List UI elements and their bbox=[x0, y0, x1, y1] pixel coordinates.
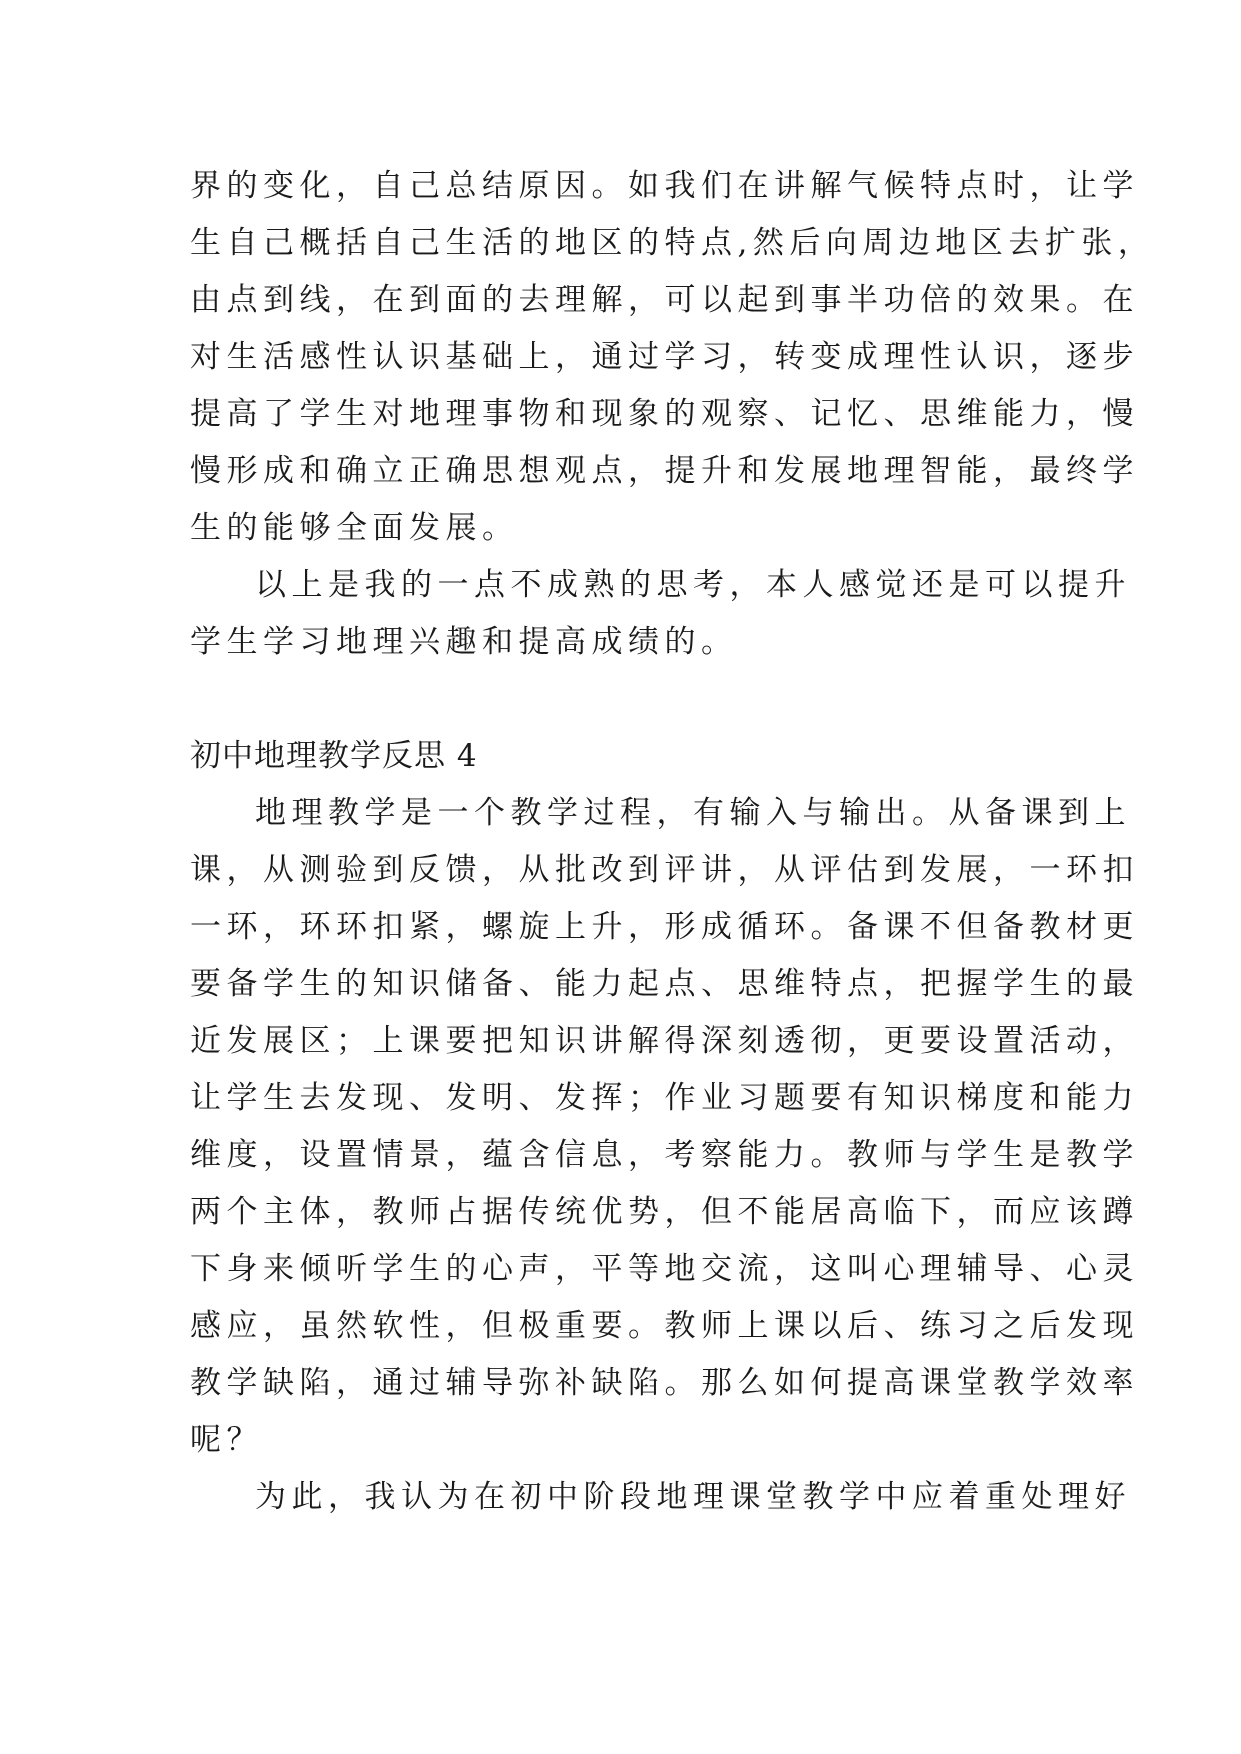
paragraph-line: 学生学习地理兴趣和提高成绩的。 bbox=[190, 624, 738, 660]
paragraph-line: 要备学生的知识储备、能力起点、思维特点，把握学生的最 bbox=[190, 966, 1139, 1002]
paragraph-line: 提高了学生对地理事物和现象的观察、记忆、思维能力，慢 bbox=[190, 396, 1139, 432]
paragraph-line: 下身来倾听学生的心声，平等地交流，这叫心理辅导、心灵 bbox=[190, 1251, 1139, 1287]
paragraph-line: 近发展区；上课要把知识讲解得深刻透彻，更要设置活动， bbox=[190, 1023, 1139, 1059]
paragraph-line: 两个主体，教师占据传统优势，但不能居高临下，而应该蹲 bbox=[190, 1194, 1139, 1230]
paragraph-line: 感应，虽然软性，但极重要。教师上课以后、练习之后发现 bbox=[190, 1308, 1139, 1344]
paragraph-line: 界的变化，自己总结原因。如我们在讲解气候特点时，让学 bbox=[190, 168, 1139, 204]
paragraph-line: 对生活感性认识基础上，通过学习，转变成理性认识，逐步 bbox=[190, 339, 1139, 375]
paragraph-line: 教学缺陷，通过辅导弥补缺陷。那么如何提高课堂教学效率 bbox=[190, 1365, 1139, 1401]
paragraph-line: 由点到线，在到面的去理解，可以起到事半功倍的效果。在 bbox=[190, 282, 1139, 318]
paragraph-line: 以上是我的一点不成熟的思考，本人感觉还是可以提升 bbox=[255, 567, 1131, 603]
paragraph-line: 一环，环环扣紧，螺旋上升，形成循环。备课不但备教材更 bbox=[190, 909, 1139, 945]
paragraph-line: 生的能够全面发展。 bbox=[190, 510, 519, 546]
paragraph-line: 为此，我认为在初中阶段地理课堂教学中应着重处理好 bbox=[255, 1479, 1131, 1515]
paragraph-line: 让学生去发现、发明、发挥；作业习题要有知识梯度和能力 bbox=[190, 1080, 1139, 1116]
paragraph-line: 慢形成和确立正确思想观点，提升和发展地理智能，最终学 bbox=[190, 453, 1139, 489]
paragraph-line: 生自己概括自己生活的地区的特点,然后向周边地区去扩张， bbox=[190, 225, 1155, 261]
section-heading: 初中地理教学反思 4 bbox=[190, 738, 478, 774]
paragraph-line: 课，从测验到反馈，从批改到评讲，从评估到发展，一环扣 bbox=[190, 852, 1139, 888]
paragraph-line: 地理教学是一个教学过程，有输入与输出。从备课到上 bbox=[255, 795, 1131, 831]
paragraph-line: 呢？ bbox=[190, 1422, 263, 1458]
paragraph-line: 维度，设置情景，蕴含信息，考察能力。教师与学生是教学 bbox=[190, 1137, 1139, 1173]
